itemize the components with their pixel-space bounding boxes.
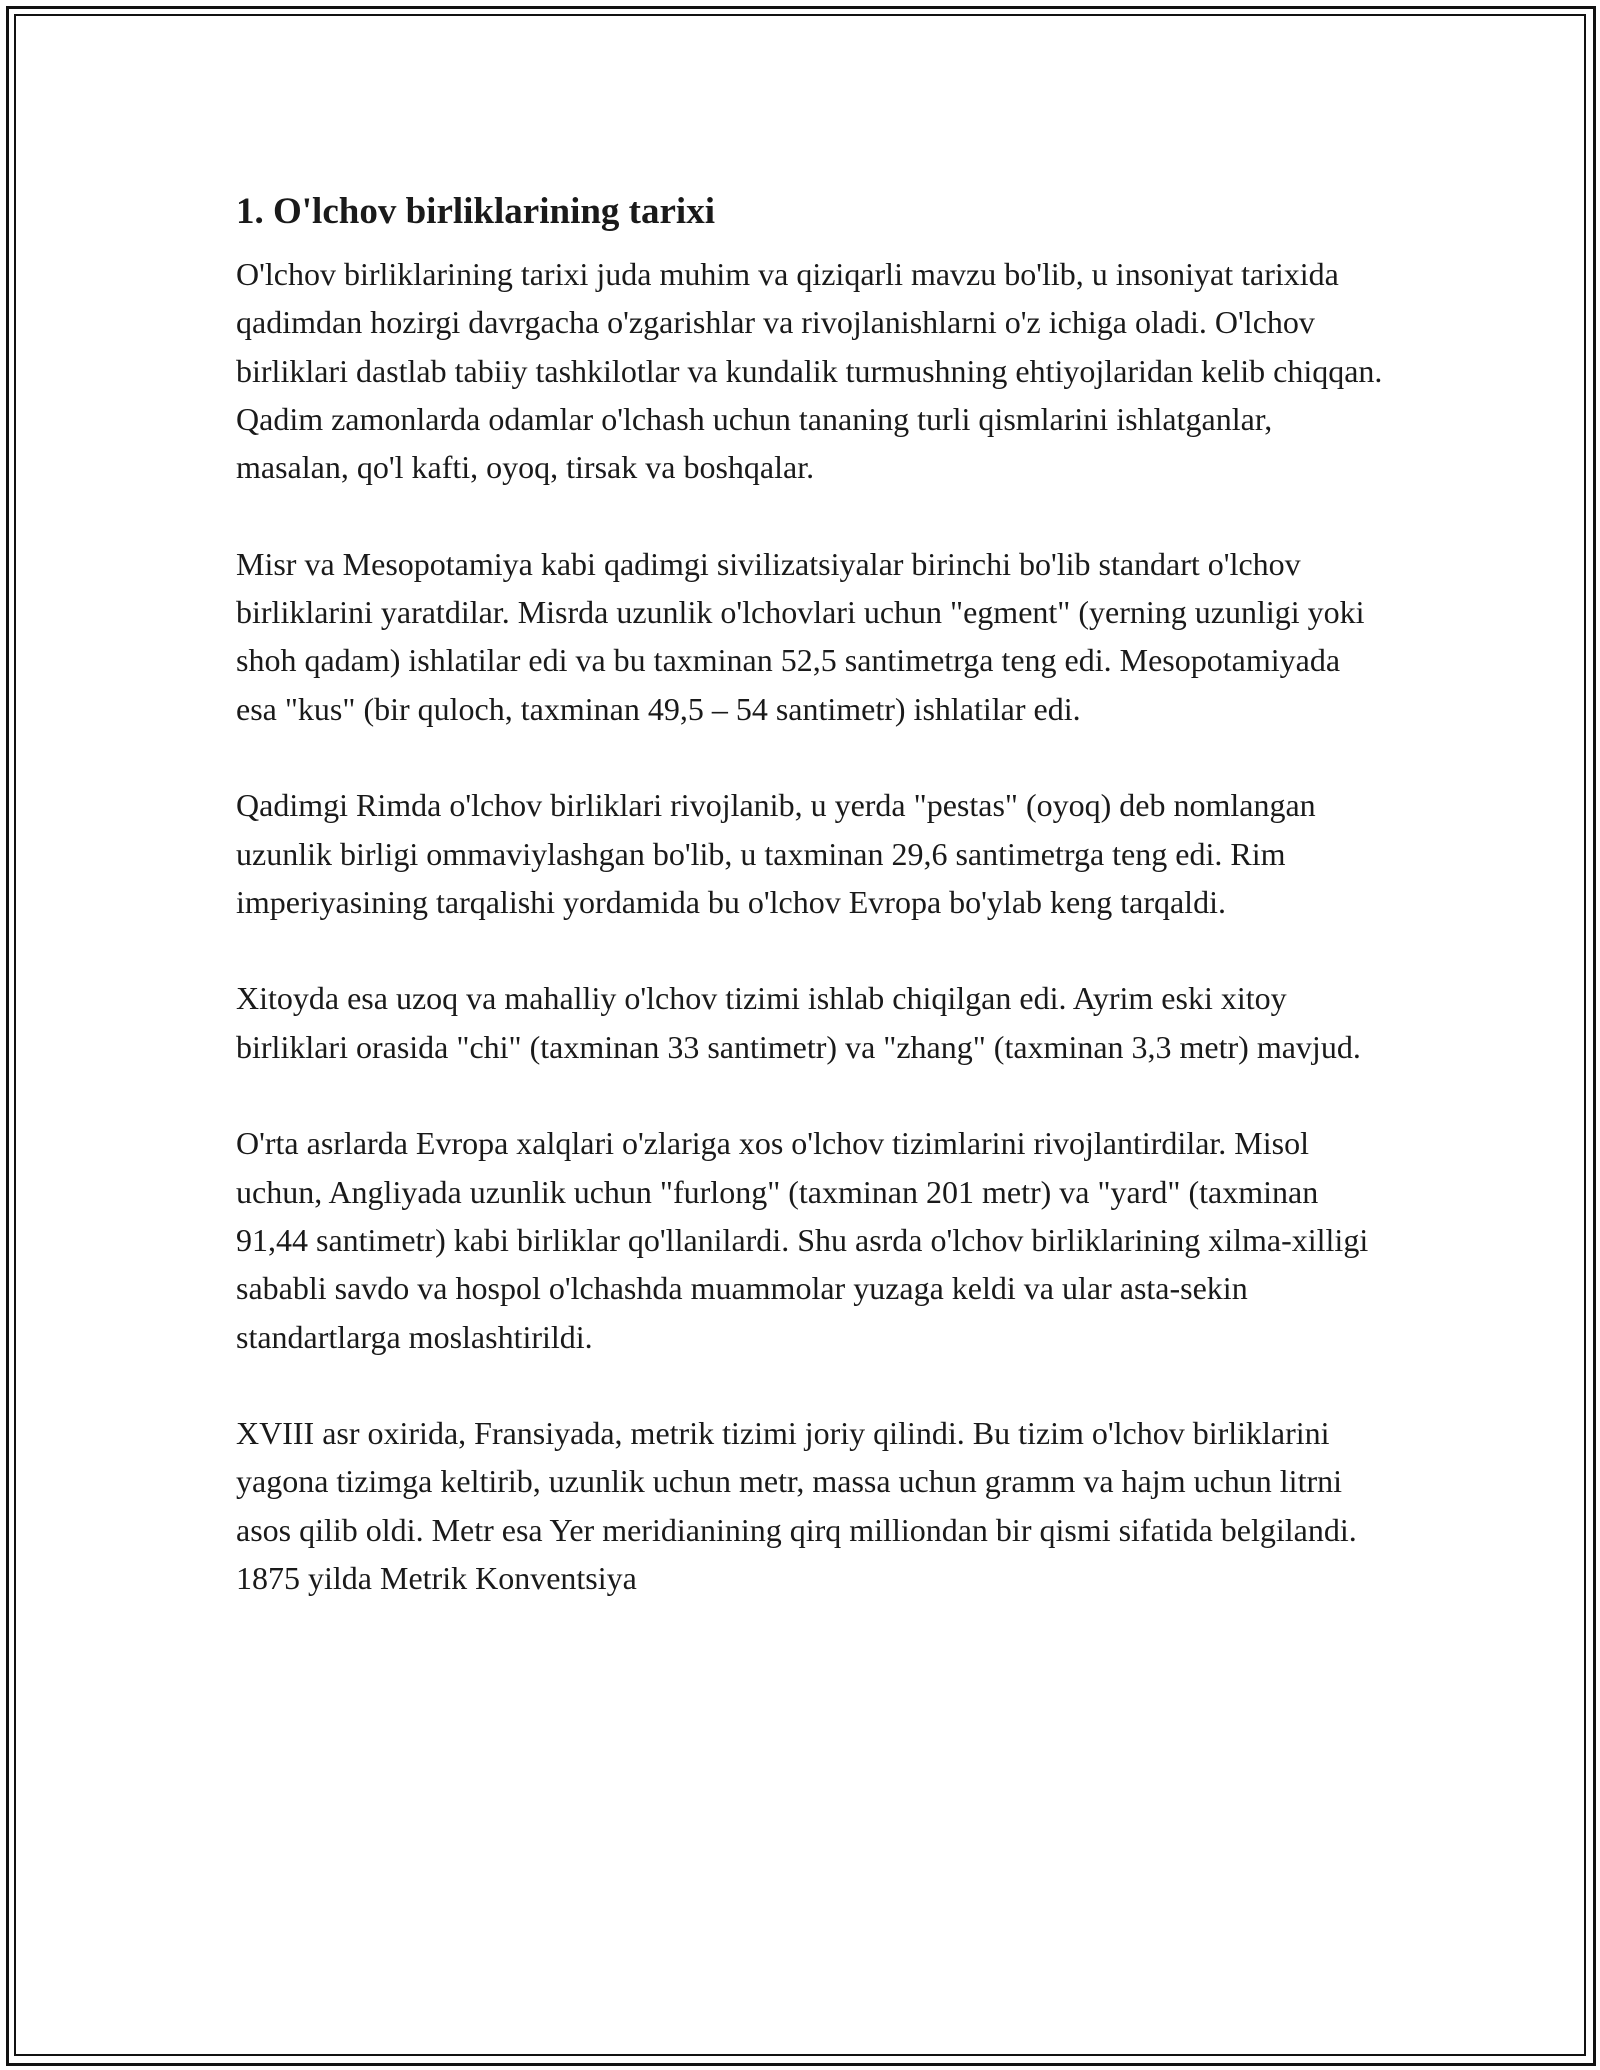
paragraph-metric-system: XVIII asr oxirida, Fransiyada, metrik tizimi joriy qilindi. Bu tizim o'lchov birliklarini yagona tizimga keltirib, uzunlik uchun metr, massa uchun gramm va hajm uchun litrni asos qilib oldi. Metr esa Yer meridianining qirq milliondan bir qismi sifatida belgilandi. 1875 yilda Metrik Konventsiya (236, 1415, 1357, 1597)
paragraph-egypt-mesopotamia: Misr va Mesopotamiya kabi qadimgi sivilizatsiyalar birinchi bo'lib standart o'lchov birliklarini yaratdilar. Misrda uzunlik o'lchovlari uchun "egment" (yerning uzunligi yoki shoh qadam) ishlatilar edi va bu taxminan 52,5 santimetrga teng edi. Mesopotamiyada esa "kus" (bir quloch, taxminan 49,5 – 54 santimetr) ishlatilar edi. (236, 545, 1365, 727)
document-body (236, 188, 1386, 1651)
paragraph-intro: O'lchov birliklarining tarixi juda muhim va qiziqarli mavzu bo'lib, u insoniyat tarixida qadimdan hozirgi davrgacha o'zgarishlar va rivojlanishlarni o'z ichiga oladi. O'lchov birliklari dastlab tabiiy tashkilotlar va kundalik turmushning ehtiyojlaridan kelib chiqqan. Qadim zamonlarda odamlar o'lchash uchun tananing turli qismlarini ishlatganlar, masalan, qo'l kafti, oyoq, tirsak va boshqalar. (236, 256, 1383, 486)
paragraph-china: Xitoyda esa uzoq va mahalliy o'lchov tizimi ishlab chiqilgan edi. Ayrim eski xitoy birliklari orasida "chi" (taxminan 33 santimetr) va "zhang" (taxminan 3,3 metr) mavjud. (236, 980, 1361, 1065)
paragraph-rome: Qadimgi Rimda o'lchov birliklari rivojlanib, u yerda "pestas" (oyoq) deb nomlangan uzunlik birligi ommaviylashgan bo'lib, u taxminan 29,6 santimetrga teng edi. Rim imperiyasining tarqalishi yordamida bu o'lchov Evropa bo'ylab keng tarqaldi. (236, 787, 1316, 920)
section-heading: 1. O'lchov birliklarining tarixi (236, 191, 715, 232)
paragraph-middle-ages: O'rta asrlarda Evropa xalqlari o'zlariga xos o'lchov tizimlarini rivojlantirdilar. Misol uchun, Angliyada uzunlik uchun "furlong" (taxminan 201 metr) va "yard" (taxminan 91,44 santimetr) kabi birliklar qo'llanilardi. Shu asrda o'lchov birliklarining xilma-xilligi sababli savdo va hospol o'lchashda muammolar yuzaga keldi va ular asta-sekin standartlarga moslashtirildi. (236, 1125, 1369, 1355)
